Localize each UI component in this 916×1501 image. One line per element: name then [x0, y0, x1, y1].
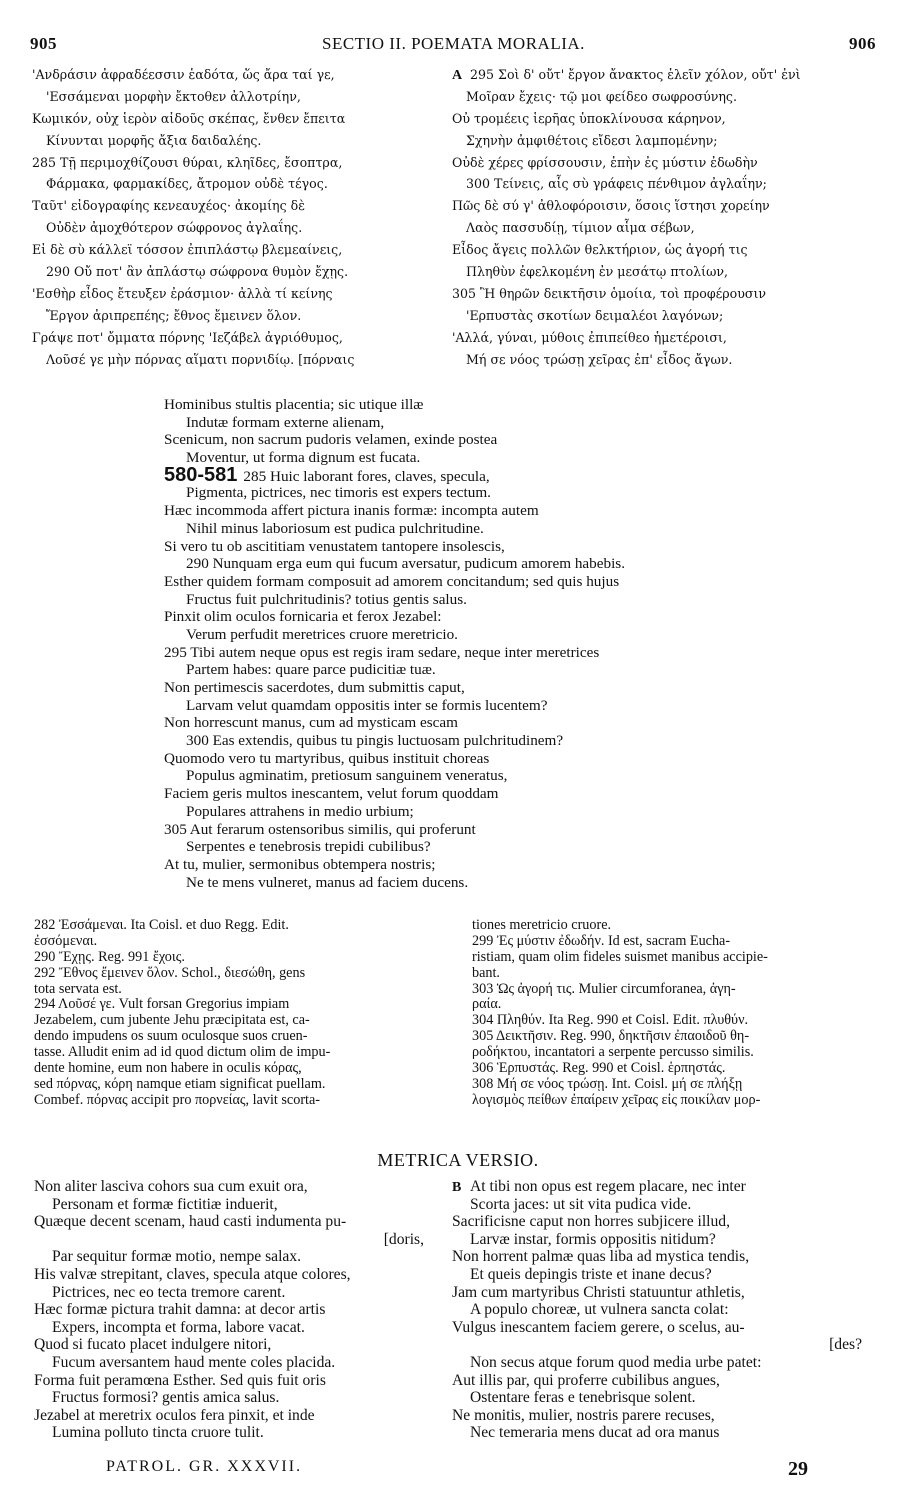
- footnote-line: 294 Λοῦσέ γε. Vult forsan Gregorius impiam: [34, 996, 290, 1013]
- latin-prose-line: [164, 431, 864, 449]
- latin-verse-line: [452, 1407, 892, 1425]
- greek-verse-line: Οὐδὲν ἀμοχθότερον σώφρονος ἀγλαΐης.: [46, 220, 303, 236]
- latin-prose-line: [164, 555, 864, 573]
- latin-prose-text: Scenicum, non sacrum pudoris velamen, exinde postea: [164, 431, 498, 449]
- latin-prose-text: Ne te mens vulneret, manus ad faciem ducens.: [186, 873, 469, 891]
- latin-prose-line: [164, 874, 864, 892]
- footnotes-right-column: [472, 918, 892, 1109]
- latin-prose-line: [164, 821, 864, 839]
- running-header: [0, 34, 916, 60]
- greek-verse-text: Οὐδὲ χέρες φρίσσουσιν, ἐπὴν ἐς μύστιν ἐδωδὴν: [452, 154, 758, 170]
- latin-prose-line: [164, 803, 864, 821]
- latin-prose-text: 305 Aut ferarum ostensoribus similis, qui proferunt: [164, 820, 476, 838]
- latin-prose-line: [164, 449, 864, 467]
- greek-verse-line: [452, 108, 882, 130]
- footnote-line: 299 Ἐς μύστιν ἐδωδήν. Id est, sacram Eucha-: [472, 932, 731, 949]
- latin-prose-text: Populares attrahens in medio urbium;: [186, 802, 414, 820]
- latin-verse-line: [452, 1389, 892, 1407]
- page-footer: [0, 1458, 916, 1482]
- latin-prose-text: Moventur, ut forma dignum est fucata.: [186, 449, 421, 467]
- greek-verse-line: [452, 64, 882, 86]
- greek-verse-line: Ἔργον ἀριπρεπέης; ἔθνος ἔμεινεν ὅλον.: [46, 307, 302, 323]
- latin-verse-text: Sacrificisne caput non horres subjicere illud,: [452, 1213, 730, 1231]
- column-marker-b: B: [452, 1180, 462, 1195]
- latin-prose-text: Larvam velut quamdam oppositis inter se formis lucentem?: [186, 696, 548, 714]
- latin-verse-line: [452, 1354, 892, 1372]
- greek-verse-line: Εἰ δὲ σὺ κάλλεϊ τόσσον ἐπιπλάστῳ βλεμεαίνεις,: [32, 242, 343, 258]
- latin-verse-text: A populo choreæ, ut vulnera sancta colat:: [470, 1301, 729, 1319]
- latin-verse-line: Expers, incompta et forma, labore vacat.: [52, 1318, 305, 1336]
- latin-prose-text: Indutæ formam externe alienam,: [186, 413, 385, 431]
- latin-prose-line: [164, 767, 864, 785]
- greek-text-left-column: [32, 64, 462, 370]
- footnote-line: 305 Δεικτῆσιν. Reg. 990, δηκτῆσιν ἐπαοιδοῦ θη-: [472, 1028, 750, 1045]
- latin-prose-line: [164, 679, 864, 697]
- greek-verse-text: Σχηνὴν ἀμφιθέτοις εἴδεσι λαμπομένην;: [466, 132, 718, 148]
- latin-verse-line: [doris,: [383, 1230, 424, 1248]
- page-number-right: 906: [849, 34, 876, 53]
- latin-verse-line: Par sequitur formæ motio, nempe salax.: [52, 1248, 302, 1266]
- greek-verse-text: Πληθὺν ἐφελκομένη ἐν μεσάτῳ πτολίων,: [466, 264, 728, 280]
- latin-verse-text: Et queis depingis triste et inane decus?: [470, 1265, 712, 1283]
- greek-verse-line: [452, 261, 882, 283]
- latin-prose-text: Quomodo vero tu martyribus, quibus instituit choreas: [164, 749, 490, 767]
- latin-prose-line: [164, 502, 864, 520]
- greek-text-right-column: [452, 64, 882, 370]
- latin-prose-line: [164, 520, 864, 538]
- latin-prose-line: [164, 697, 864, 715]
- latin-verse-text: Ostentare feras e tenebrisque solent.: [470, 1389, 696, 1407]
- footnote-line: ραία.: [472, 996, 502, 1013]
- greek-verse-line: [452, 305, 882, 327]
- greek-verse-text: 300 Τείνεις, αἷς σὺ γράφεις πένθιμον ἀγλαΐην;: [466, 176, 767, 192]
- footnote-line: 292 Ἔθνος ἔμεινεν ὅλον. Schol., διεσώθη, gens: [34, 964, 306, 981]
- latin-verse-text: Nec temeraria mens ducat ad ora manus: [470, 1424, 720, 1442]
- greek-verse-line: 'Ανδράσιν ἀφραδέεσσιν ἑαδότα, ὥς ἄρα ταί γε,: [32, 67, 335, 82]
- latin-verse-line: Fucum aversantem haud mente coles placida.: [52, 1353, 336, 1371]
- column-marker-a: A: [452, 68, 463, 83]
- greek-verse-text: 305 Ἢ θηρῶν δεικτῆσιν ὁμοίια, τοὶ προφέρουσιν: [452, 285, 767, 301]
- greek-verse-line: Λοῦσέ γε μὴν πόρνας αἵματι πορνιδίῳ. [πόρναις: [46, 351, 355, 367]
- latin-prose-line: [164, 591, 864, 609]
- footnotes-left-column: [34, 918, 444, 1109]
- latin-verse-text: Larvæ instar, formis oppositis nitidum?: [470, 1230, 716, 1248]
- latin-verse-line: Hæc formæ pictura trahit damna: at decor artis: [34, 1301, 326, 1319]
- greek-verse-line: [452, 217, 882, 239]
- greek-verse-text: Λαὸς πασσυδίῃ, τίμιον αἷμα σέβων,: [466, 220, 695, 236]
- latin-prose-line: [164, 396, 864, 414]
- greek-verse-text: Εἶδος ἄγεις πολλῶν θελκτήριον, ὡς ἀγορή τις: [452, 242, 748, 258]
- footnote-line: 304 Πληθύν. Ita Reg. 990 et Coisl. Edit. πλυθύν.: [472, 1012, 749, 1029]
- footer-sheet-number: 29: [788, 1458, 808, 1480]
- latin-prose-line: [164, 661, 864, 679]
- latin-verse-line: [452, 1248, 892, 1266]
- latin-verse-text: Non secus atque forum quod media urbe patet:: [470, 1353, 762, 1371]
- latin-verse-text: Vulgus inescantem faciem gerere, o scelus, au-: [452, 1318, 745, 1336]
- greek-verse-line: 'Εσσάμεναι μορφὴν ἔκτοθεν ἀλλοτρίην,: [46, 88, 301, 104]
- footnote-line: 290 Ἔχῃς. Reg. 991 ἔχοις.: [34, 948, 185, 965]
- latin-prose-line: [164, 732, 864, 750]
- greek-verse-text: Οὐ τρομέεις ἱερῆας ὑποκλίνουσα κάρηνον,: [452, 110, 726, 126]
- latin-verse-line: [452, 1266, 892, 1284]
- footer-signature: PATROL. GR. XXXVII.: [106, 1458, 303, 1475]
- greek-verse-text: Πῶς δὲ σύ γ' ἀθλοφόροισιν, ὅσοις ἵστησι χορείην: [452, 198, 770, 214]
- latin-verse-line: Jezabel at meretrix oculos fera pinxit, et inde: [34, 1406, 315, 1424]
- latin-verse-text: Jam cum martyribus Christi statuuntur athletis,: [452, 1283, 745, 1301]
- footnote-line: ἐσσόμεναι.: [34, 932, 98, 949]
- greek-verse-line: Γράψε ποτ' ὄμματα πόρνης 'Ιεζάβελ ἀγριόθυμος,: [32, 329, 343, 345]
- latin-prose-text: Hominibus stultis placentia; sic utique illæ: [164, 396, 424, 413]
- footnote-line: bant.: [472, 964, 500, 981]
- latin-prose-text: Faciem geris multos inescantem, velut forum quoddam: [164, 785, 499, 803]
- latin-verse-text: Aut illis par, qui proferre cubilibus angues,: [452, 1371, 720, 1389]
- footnote-line: 308 Μή σε νόος τρώσῃ. Int. Coisl. μή σε πλήξῃ: [472, 1075, 743, 1092]
- metrical-version-left-column: [34, 1178, 454, 1442]
- latin-prose-text: Hæc incommoda affert pictura inanis formæ: incompta autem: [164, 502, 539, 520]
- latin-verse-line: [452, 1319, 892, 1337]
- greek-verse-line: Κίνυνται μορφῆς ἄξια δαιδαλέης.: [46, 132, 262, 148]
- latin-prose-text: Partem habes: quare parce pudicitiæ tuæ.: [186, 661, 436, 679]
- footnote-line: tiones meretricio cruore.: [472, 917, 612, 933]
- greek-verse-line: Κωμικόν, οὐχ ἱερὸν αἰδοῦς σκέπας, ἔνθεν ἔπειτα: [32, 110, 346, 126]
- latin-verse-line: Non aliter lasciva cohors sua cum exuit ora,: [34, 1178, 308, 1195]
- latin-prose-text: Pigmenta, pictrices, nec timoris est expers tectum.: [186, 484, 491, 502]
- latin-verse-text: Scorta jaces: ut sit vita pudica vide.: [470, 1195, 692, 1213]
- latin-prose-line: [164, 626, 864, 644]
- greek-verse-text: 'Ερπυστὰς σκοτίων δειμαλέοι λαγόνων;: [466, 307, 724, 323]
- footnote-line: 282 Ἐσσάμεναι. Ita Coisl. et duo Regg. Edit.: [34, 917, 289, 933]
- latin-prose-line: [164, 644, 864, 662]
- latin-prose-line: [164, 463, 864, 486]
- latin-prose-text: Si vero tu ob ascititiam venustatem tantopere insolescis,: [164, 537, 505, 555]
- latin-prose-line: [164, 750, 864, 768]
- running-title: SECTIO II. POEMATA MORALIA.: [322, 34, 585, 53]
- greek-verse-line: [452, 86, 882, 108]
- latin-verse-line: [452, 1284, 892, 1302]
- greek-verse-line: 285 Τῇ περιμοχθίζουσι θύραι, κληῖδες, ἔσοπτρα,: [32, 154, 343, 170]
- latin-prose-text: 295 Tibi autem neque opus est regis iram sedare, neque inter meretrices: [164, 643, 600, 661]
- greek-verse-text: Μοῖραν ἔχεις· τῷ μοι φείδεο σωφροσύνης.: [466, 88, 737, 104]
- latin-verse-line: Quæque decent scenam, haud casti indumenta pu-: [34, 1213, 347, 1231]
- latin-prose-text: Non pertimescis sacerdotes, dum submittis caput,: [164, 679, 465, 696]
- footnote-line: tasse. Alludit enim ad id quod dictum olim de impu-: [34, 1044, 331, 1061]
- metrical-version-right-column: [452, 1178, 892, 1442]
- page-number-left: 905: [30, 34, 57, 53]
- greek-verse-line: Ταῦτ' εἰδογραφίης κενεαυχέος· ἀκομίης δὲ: [32, 198, 305, 214]
- greek-verse-line: [452, 152, 882, 174]
- footnote-line: dente homine, eum non habere in oculis κόρας,: [34, 1060, 302, 1077]
- footnote-line: Jezabelem, cum jubente Jehu præcipitata est, ca-: [34, 1012, 310, 1029]
- greek-verse-line: [452, 130, 882, 152]
- latin-verse-line: Quod si fucato placet indulgere nitori,: [34, 1336, 272, 1354]
- footnote-line: sed πόρνας, κόρη namque etiam significat puellam.: [34, 1075, 326, 1092]
- latin-prose-text: Non horrescunt manus, cum ad mysticam escam: [164, 714, 458, 732]
- latin-prose-line: [164, 838, 864, 856]
- latin-prose-line: [164, 714, 864, 732]
- latin-prose-line: [164, 484, 864, 502]
- footnote-line: λογισμὸς πείθων ἐπαίρειν χεῖρας εἰς ποικίλαν μορ-: [472, 1091, 761, 1108]
- latin-prose-line: [164, 538, 864, 556]
- footnote-line: 303 Ὡς ἀγορή τις. Mulier circumforanea, ἀγη-: [472, 980, 736, 997]
- latin-prose-text: Esther quidem formam composuit ad amorem concitandum; sed quis hujus: [164, 572, 620, 590]
- latin-verse-text: [des?: [829, 1336, 862, 1354]
- latin-verse-line: His valvæ strepitant, claves, specula atque colores,: [34, 1265, 351, 1283]
- greek-verse-line: [452, 327, 882, 349]
- metrica-versio-heading: METRICA VERSIO.: [377, 1150, 539, 1170]
- latin-prose-line: [164, 414, 864, 432]
- latin-prose-text: Fructus fuit pulchritudinis? totius gentis salus.: [186, 590, 467, 608]
- footnote-line: dendo impudens os suum oculosque suos cruen-: [34, 1028, 308, 1045]
- latin-prose-text: Serpentes e tenebrosis trepidi cubilibus?: [186, 838, 431, 856]
- latin-verse-line: Personam et formæ fictitiæ induerit,: [52, 1195, 278, 1213]
- latin-prose-text: 300 Eas extendis, quibus tu pingis luctuosam pulchritudinem?: [186, 732, 564, 750]
- latin-verse-text: At tibi non opus est regem placare, nec inter: [470, 1178, 746, 1195]
- latin-verse-line: [452, 1372, 892, 1390]
- latin-verse-text: Ne monitis, mulier, nostris parere recuses,: [452, 1406, 715, 1424]
- latin-verse-line: [452, 1336, 892, 1354]
- footnote-line: tota servata est.: [34, 980, 122, 997]
- greek-verse-line: [452, 173, 882, 195]
- footnote-line: ροδήκτου, incantatori a serpente percusso similis.: [472, 1044, 754, 1061]
- latin-verse-line: [452, 1178, 892, 1196]
- greek-verse-line: 'Εσθὴρ εἶδος ἔτευξεν ἐράσμιον· ἀλλὰ τί κείνης: [32, 285, 333, 301]
- column-number: 580-581: [164, 463, 238, 486]
- footnote-line: Combef. πόρνας accipit pro πορνείας, lavit scorta-: [34, 1091, 321, 1108]
- latin-verse-text: Non horrent palmæ quas liba ad mystica tendis,: [452, 1248, 750, 1266]
- latin-prose-text: Verum perfudit meretrices cruore meretricio.: [186, 625, 458, 643]
- latin-prose-text: Populus agminatim, pretiosum sanguinem veneratus,: [186, 767, 508, 785]
- footnote-line: ristiam, quam olim fideles suismet manibus accipie-: [472, 948, 768, 965]
- latin-prose-line: [164, 856, 864, 874]
- latin-verse-line: Forma fuit peramœna Esther. Sed quis fuit oris: [34, 1371, 326, 1389]
- latin-verse-line: [452, 1424, 892, 1442]
- latin-verse-line: Pictrices, nec eo tecta tremore carent.: [52, 1283, 286, 1301]
- latin-verse-line: Fructus formosi? gentis amica salus.: [52, 1389, 280, 1407]
- latin-verse-line: [452, 1213, 892, 1231]
- greek-verse-text: 'Αλλά, γύναι, μύθοις ἐπιπείθεο ἡμετέροισι,: [452, 329, 727, 345]
- greek-verse-line: [452, 195, 882, 217]
- footnote-line: 306 Ἑρπυστάς. Reg. 990 et Coisl. ἑρπηστάς.: [472, 1060, 726, 1077]
- latin-prose-text: Nihil minus laboriosum est pudica pulchritudine.: [186, 519, 484, 537]
- latin-prose-line: [164, 785, 864, 803]
- greek-verse-line: 290 Οὔ ποτ' ἂν ἀπλάστῳ σώφρονα θυμὸν ἔχῃς.: [46, 264, 349, 280]
- greek-verse-line: [452, 349, 882, 371]
- greek-verse-line: [452, 239, 882, 261]
- greek-verse-line: Φάρμακα, φαρμακίδες, ἄτρομον οὐδὲ τέγος.: [46, 176, 328, 192]
- latin-prose-text: At tu, mulier, sermonibus obtempera nostris;: [164, 855, 436, 873]
- latin-prose-line: [164, 573, 864, 591]
- latin-verse-line: Lumina polluto tincta cruore tulit.: [52, 1424, 264, 1442]
- latin-prose-text: 290 Nunquam erga eum qui fucum aversatur, pudicum amorem habebis.: [186, 555, 626, 573]
- greek-verse-text: 295 Σοὶ δ' οὔτ' ἔργον ἄνακτος ἑλεῖν χόλον, οὔτ' ἐνὶ: [470, 67, 801, 82]
- greek-verse-line: [452, 283, 882, 305]
- latin-prose-text: Pinxit olim oculos fornicaria et ferox Jezabel:: [164, 608, 442, 626]
- latin-prose-translation: [164, 396, 864, 891]
- greek-verse-text: Μή σε νόος τρώσῃ χεῖρας ἐπ' εἶδος ἄγων.: [466, 351, 733, 367]
- latin-prose-text: 285 Huic laborant fores, claves, specula,: [243, 467, 490, 485]
- latin-verse-line: [452, 1231, 892, 1249]
- latin-verse-line: [452, 1301, 892, 1319]
- latin-verse-line: [452, 1196, 892, 1214]
- latin-prose-line: [164, 608, 864, 626]
